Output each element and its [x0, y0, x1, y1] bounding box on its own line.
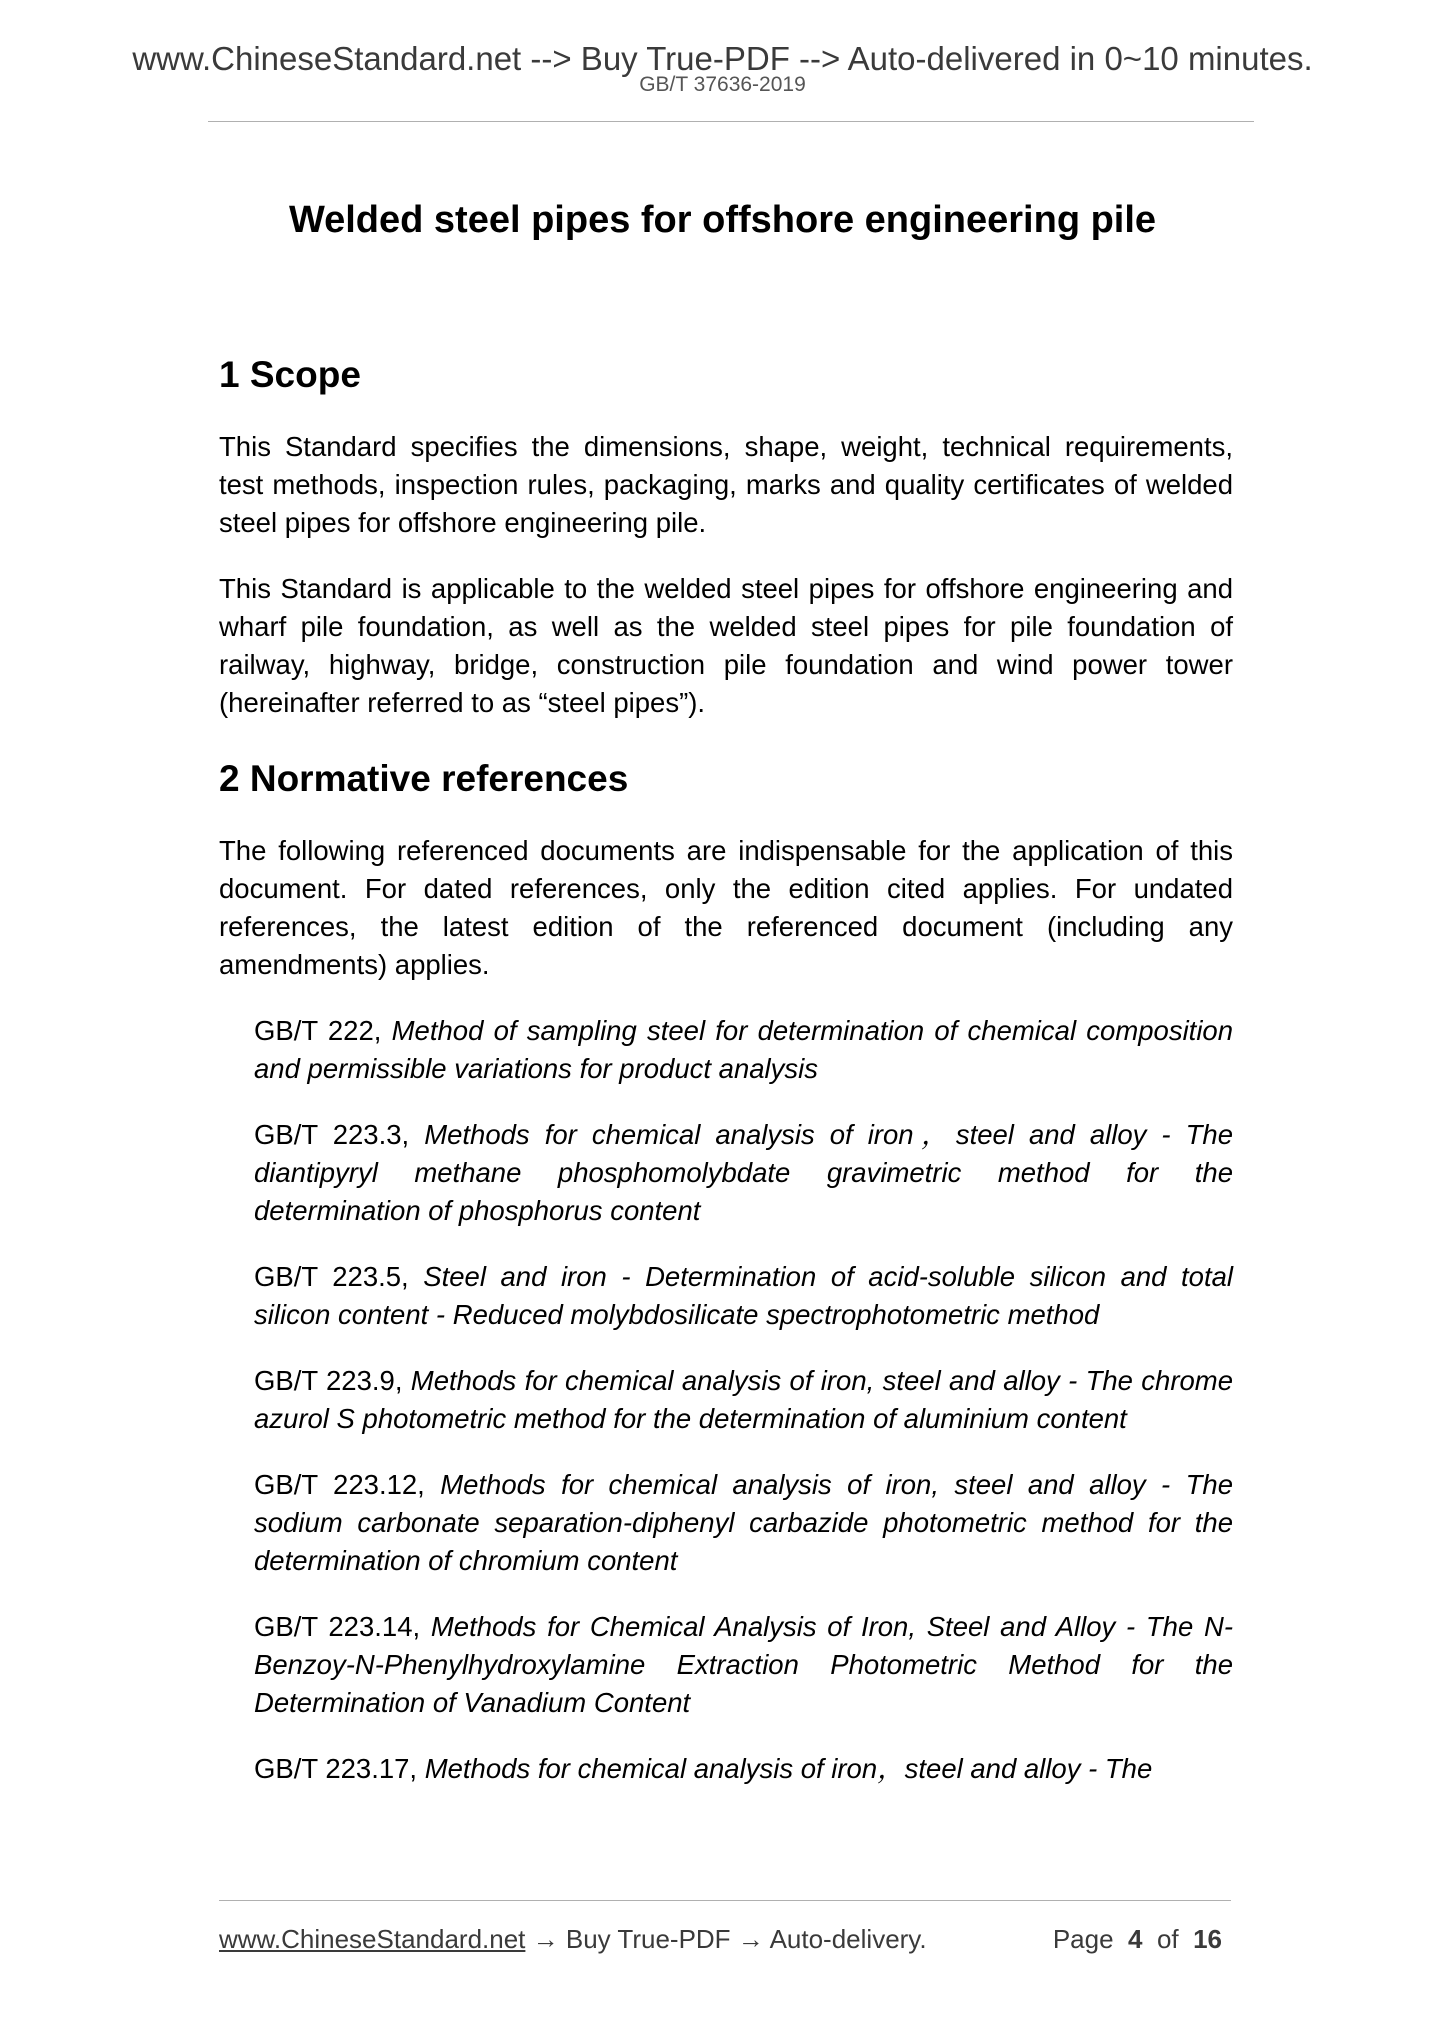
reference-item [254, 1750, 1233, 1788]
reference-title: Methods for chemical analysis of iron，steel and alloy - The [424, 1753, 1153, 1784]
normative-intro-paragraph: The following referenced documents are indispensable for the application of this document. For dated references, only the edition cited applies. For undated references, the latest edition of the referenced document (including any amendments) applies. [219, 835, 1233, 980]
reference-item [254, 1608, 1233, 1722]
document-title: Welded steel pipes for offshore engineering pile [288, 199, 1157, 242]
footer-site-link[interactable]: www.ChineseStandard.net [219, 1924, 526, 1954]
reference-item [254, 1466, 1233, 1580]
page-label: Page [1052, 1924, 1114, 1954]
reference-code: GB/T 223.14, [254, 1611, 421, 1642]
reference-title: Methods for chemical analysis of iron, steel and alloy - The chrome azurol S photometric method for the determination of aluminium content [254, 1365, 1233, 1434]
document-body [219, 352, 1233, 1788]
reference-title: Steel and iron - Determination of acid-soluble silicon and total silicon content - Reduced molybdosilicate spectrophotometric method [254, 1261, 1234, 1330]
reference-code: GB/T 223.9, [254, 1365, 403, 1396]
section-heading-scope: 1 Scope [219, 354, 361, 395]
reference-item [254, 1116, 1233, 1230]
reference-title: Method of sampling steel for determination of chemical composition and permissible variations for product analysis [254, 1015, 1234, 1084]
reference-title: Methods for chemical analysis of iron，steel and alloy - The diantipyryl methane phosphomolybdate gravimetric method for the determination of phosphorus content [254, 1119, 1234, 1226]
standard-code: GB/T 37636-2019 [639, 73, 806, 96]
footer-promo [219, 1923, 927, 1955]
reference-list [219, 1012, 1233, 1788]
scope-paragraph-2: This Standard is applicable to the welded steel pipes for offshore engineering and wharf pile foundation, as well as the welded steel pipes for pile foundation of railway, highway, bridge, construction pile foundation and wind power tower (hereinafter referred to as “steel pipes”). [219, 573, 1233, 718]
page-of-label: of [1156, 1924, 1179, 1954]
reference-item [254, 1258, 1233, 1334]
scope-paragraph-1: This Standard specifies the dimensions, shape, weight, technical requirements, test methods, inspection rules, packaging, marks and quality certificates of welded steel pipes for offshore engineering pile. [219, 431, 1233, 538]
reference-item [254, 1012, 1233, 1088]
reference-title: Methods for chemical analysis of iron, steel and alloy - The sodium carbonate separation-diphenyl carbazide photometric method for the determination of chromium content [254, 1469, 1233, 1576]
reference-code: GB/T 222, [254, 1015, 382, 1046]
section-heading-normative-references: 2 Normative references [219, 758, 629, 799]
reference-code: GB/T 223.17, [254, 1753, 418, 1784]
page-total: 16 [1193, 1924, 1222, 1954]
reference-code: GB/T 223.5, [254, 1261, 409, 1292]
reference-code: GB/T 223.12, [254, 1469, 425, 1500]
top-banner[interactable]: www.ChineseStandard.net --> Buy True-PDF --> Auto-delivered in 0~10 minutes. [132, 40, 1313, 77]
header-divider [208, 121, 1254, 122]
page-current: 4 [1128, 1924, 1143, 1954]
page-number [1053, 1923, 1222, 1955]
reference-title: Methods for Chemical Analysis of Iron, Steel and Alloy - The N-Benzoy-N-Phenylhydroxylamine Extraction Photometric Method for the Determination of Vanadium Content [254, 1611, 1234, 1718]
reference-code: GB/T 223.3, [254, 1119, 410, 1150]
footer-delivery-text: → Buy True-PDF → Auto-delivery. [525, 1924, 927, 1954]
footer-divider [219, 1900, 1231, 1901]
reference-item [254, 1362, 1233, 1438]
